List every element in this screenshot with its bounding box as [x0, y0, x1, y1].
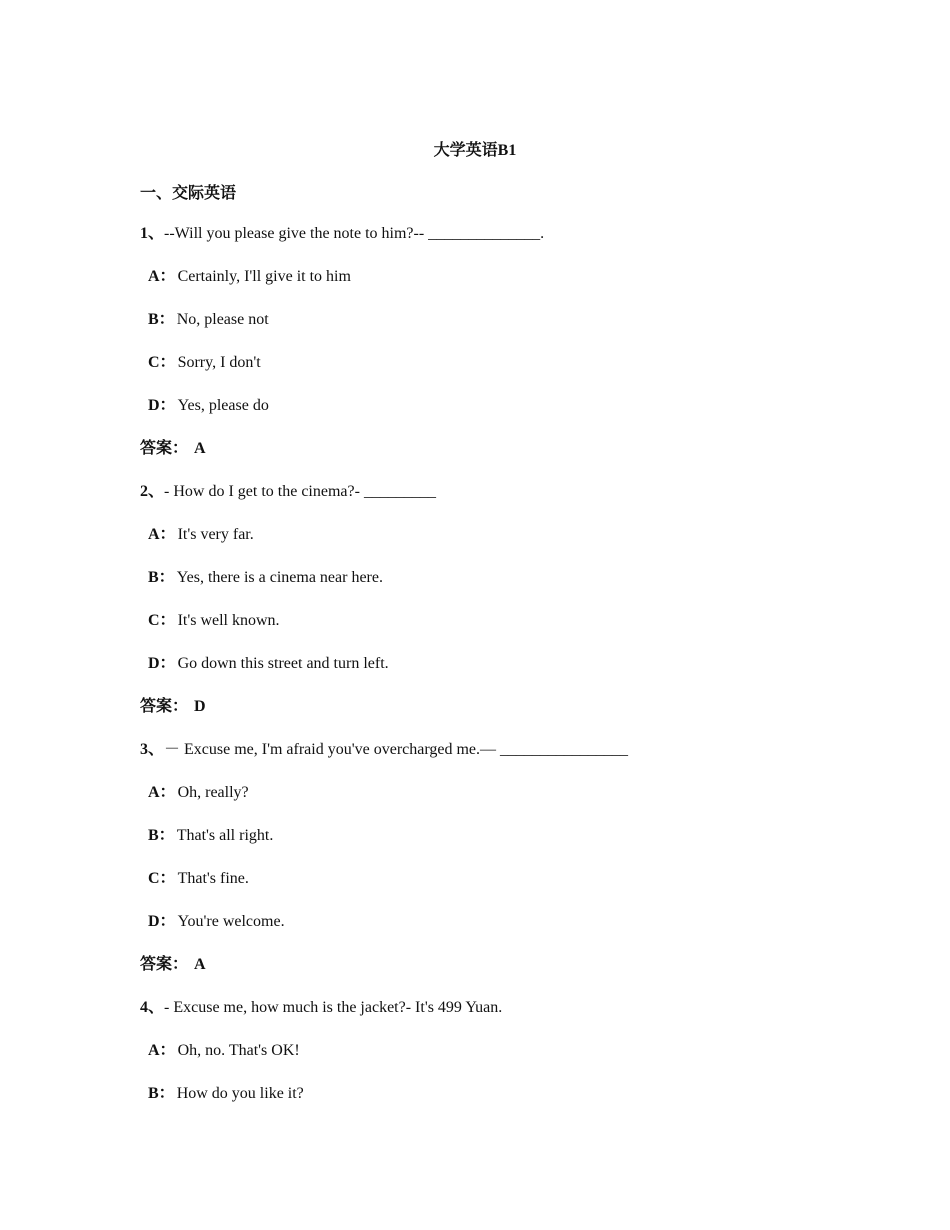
answer-line	[140, 954, 206, 976]
answer-label: 答案：	[140, 698, 189, 715]
document-title: 大学英语B1	[433, 142, 517, 159]
question-number: 3、	[140, 741, 165, 758]
option-b	[148, 567, 383, 589]
option-text: Sorry, I don't	[177, 354, 261, 371]
answer-value: A	[194, 440, 206, 457]
option-a	[148, 524, 254, 546]
option-b	[148, 825, 273, 847]
option-text: Oh, no. That's OK!	[177, 1042, 300, 1059]
question-4	[140, 997, 502, 1019]
question-number: 2、	[140, 483, 165, 500]
option-letter: D：	[148, 913, 176, 930]
option-letter: B：	[148, 827, 175, 844]
answer-value: D	[194, 698, 206, 715]
option-text: You're welcome.	[177, 913, 285, 930]
question-3	[140, 739, 628, 761]
option-b	[148, 1083, 304, 1105]
option-text: Go down this street and turn left.	[177, 655, 389, 672]
option-letter: A：	[148, 784, 176, 801]
question-number: 4、	[140, 999, 165, 1016]
question-text: --Will you please give the note to him?-- ______________.	[164, 225, 545, 242]
option-a	[148, 266, 351, 288]
option-d	[148, 911, 285, 933]
option-letter: B：	[148, 311, 175, 328]
option-text: Yes, there is a cinema near here.	[176, 569, 383, 586]
option-c	[148, 352, 261, 374]
question-2	[140, 481, 436, 503]
option-c	[148, 868, 249, 890]
question-text: - How do I get to the cinema?- _________	[164, 483, 436, 500]
option-a	[148, 782, 249, 804]
option-text: That's fine.	[177, 870, 249, 887]
option-text: How do you like it?	[176, 1085, 304, 1102]
option-text: Certainly, I'll give it to him	[177, 268, 351, 285]
answer-value: A	[194, 956, 206, 973]
question-text: - Excuse me, how much is the jacket?- It's 499 Yuan.	[164, 999, 503, 1016]
answer-label: 答案：	[140, 956, 189, 973]
question-text: － Excuse me, I'm afraid you've overcharged me.— ________________	[164, 741, 629, 758]
answer-line	[140, 438, 206, 460]
option-letter: A：	[148, 1042, 176, 1059]
question-number: 1、	[140, 225, 165, 242]
option-letter: C：	[148, 870, 176, 887]
option-text: That's all right.	[176, 827, 274, 844]
answer-line	[140, 696, 206, 718]
option-letter: C：	[148, 354, 176, 371]
option-text: It's well known.	[177, 612, 280, 629]
option-a	[148, 1040, 300, 1062]
option-letter: D：	[148, 655, 176, 672]
option-b	[148, 309, 269, 331]
option-text: Oh, really?	[177, 784, 249, 801]
option-letter: A：	[148, 526, 176, 543]
option-c	[148, 610, 280, 632]
option-letter: D：	[148, 397, 176, 414]
option-text: Yes, please do	[177, 397, 269, 414]
section-title: 一、交际英语	[140, 185, 237, 202]
option-text: No, please not	[176, 311, 269, 328]
option-letter: B：	[148, 569, 175, 586]
option-letter: C：	[148, 612, 176, 629]
option-d	[148, 653, 389, 675]
option-letter: B：	[148, 1085, 175, 1102]
option-letter: A：	[148, 268, 176, 285]
question-1	[140, 223, 544, 245]
option-d	[148, 395, 269, 417]
answer-label: 答案：	[140, 440, 189, 457]
option-text: It's very far.	[177, 526, 254, 543]
